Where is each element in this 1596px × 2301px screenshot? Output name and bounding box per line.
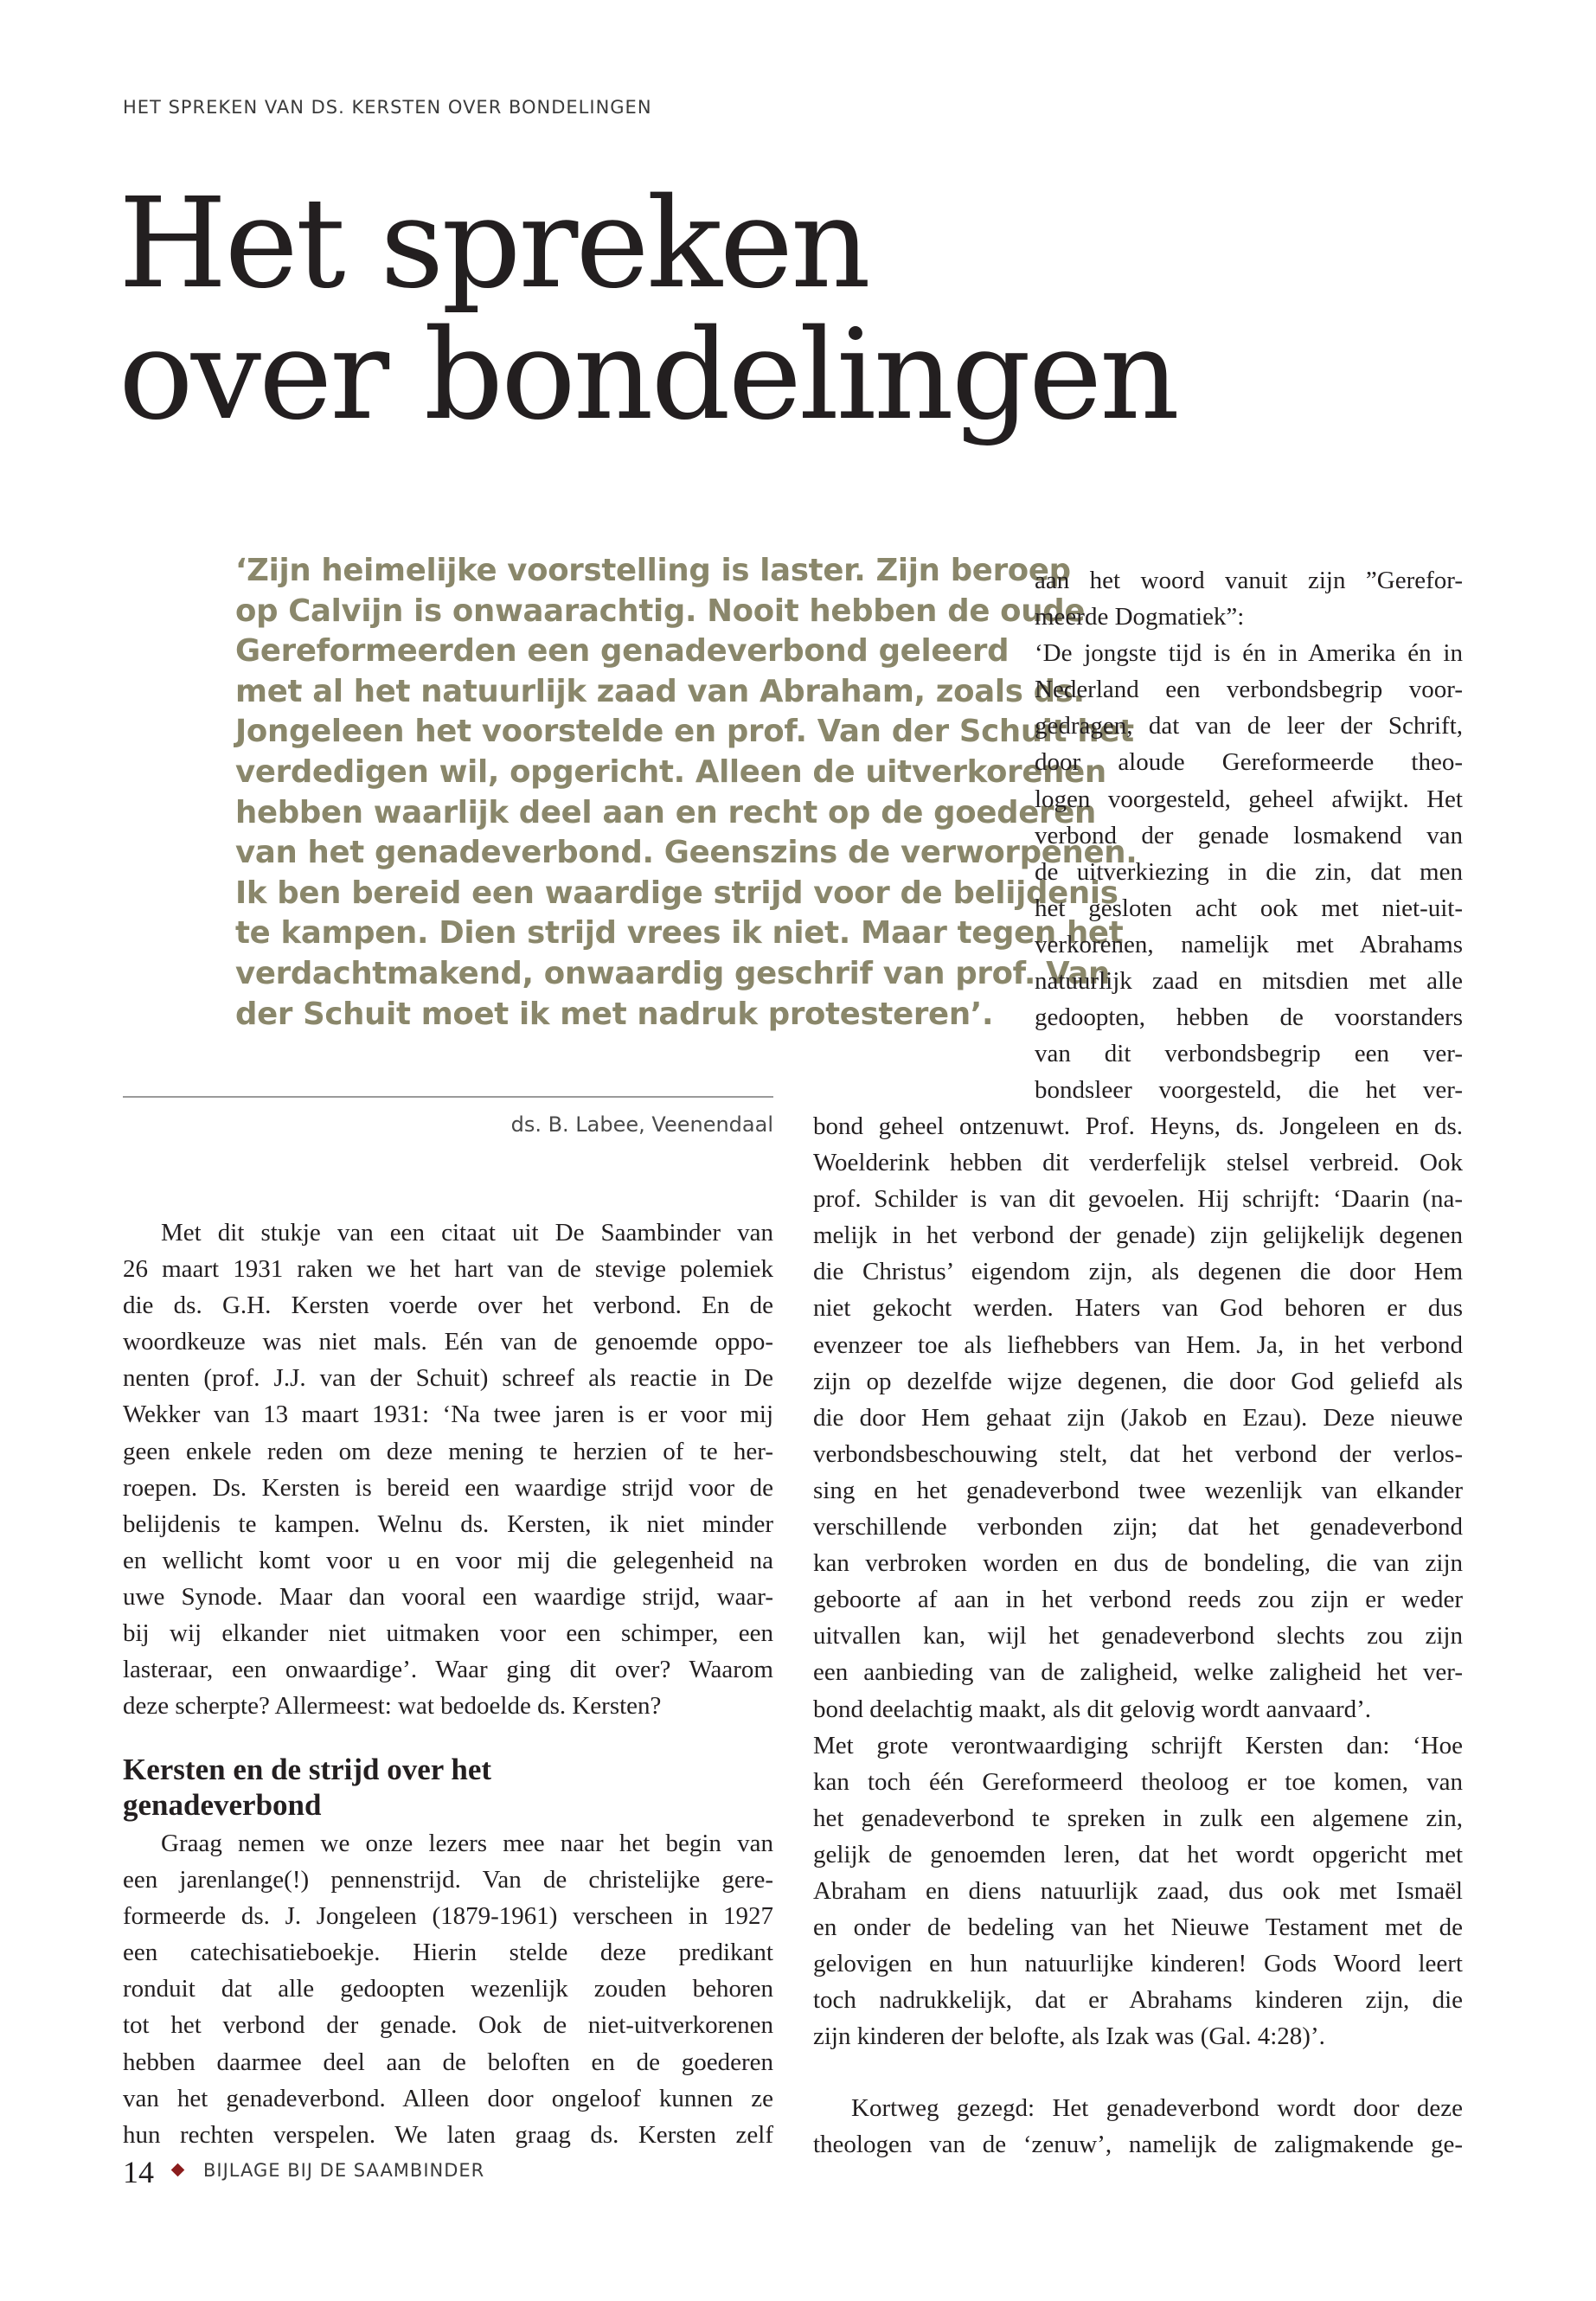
pull-quote-line: van het genadeverbond. Geenszins de verworpenen. <box>235 835 1138 871</box>
body-line: gelijk de genoemden leren, dat het wordt opgericht met <box>813 1840 1463 1868</box>
body-line: meerde Dogmatiek”: <box>1035 603 1245 631</box>
intro-paragraph <box>123 1215 773 1724</box>
body-line: geboorte af aan in het verbond reeds zou zijn er weder <box>813 1586 1463 1614</box>
body-line: formeerde ds. J. Jongeleen (1879-1961) verscheen in 1927 <box>123 1902 773 1931</box>
body-line: kan verbroken worden en dus de bondeling, die van zijn <box>813 1549 1463 1578</box>
body-line: Woelderink hebben dit verderfelijk stelsel verbreid. Ook <box>813 1149 1463 1177</box>
pull-quote <box>235 551 1138 1035</box>
body-line: belijdenis te kampen. Welnu ds. Kersten, ik niet minder <box>123 1509 773 1538</box>
pull-quote-line: hebben waarlijk deel aan en recht op de goederen <box>235 794 1096 830</box>
body-line: en onder de bedeling van het Nieuwe Testament met de <box>813 1913 1463 1942</box>
body-line: verschillende verbonden zijn; dat het genadeverbond <box>813 1513 1463 1541</box>
body-line: bondsleer voorgesteld, die het ver- <box>1035 1076 1463 1105</box>
diamond-separator-icon <box>171 2163 185 2177</box>
body-line: kan toch één Gereformeerd theoloog er toe komen, van <box>813 1767 1463 1796</box>
body-line: niet gekocht werden. Haters van God behoren er dus <box>813 1294 1463 1323</box>
running-header: HET SPREKEN VAN DS. KERSTEN OVER BONDELINGEN <box>123 97 652 118</box>
body-line: sing en het genadeverbond twee wezenlijk van elkander <box>813 1476 1463 1504</box>
pull-quote-line: verdedigen wil, opgericht. Alleen de uitverkorenen <box>235 753 1106 790</box>
body-line: een catechisatieboekje. Hierin stelde deze predikant <box>123 1939 773 1967</box>
body-line: woordkeuze was niet mals. Eén van de genoemde oppo- <box>123 1328 773 1356</box>
body-line: roepen. Ds. Kersten is bereid een waardige strijd voor de <box>123 1473 773 1502</box>
body-line: bij wij elkander niet uitmaken voor een schimper, een <box>123 1619 773 1648</box>
closing-paragraph <box>813 2090 1463 2163</box>
byline-divider <box>123 1096 773 1098</box>
body-line: gedoopten, hebben de voorstanders <box>1035 1003 1463 1032</box>
body-line: Met dit stukje van een citaat uit De Saambinder van <box>161 1219 773 1247</box>
quotation-wide <box>813 1108 1463 2054</box>
body-line: die ds. G.H. Kersten voerde over het verbond. En de <box>123 1292 773 1320</box>
body-line: zijn kinderen der belofte, als Izak was (Gal. 4:28)’. <box>813 2022 1325 2051</box>
body-line: Wekker van 13 maart 1931: ‘Na twee jaren is er voor mij <box>123 1400 773 1429</box>
pull-quote-line: op Calvijn is onwaarachtig. Nooit hebben de oude <box>235 593 1086 629</box>
pull-quote-line: met al het natuurlijk zaad van Abraham, zoals ds. <box>235 673 1085 709</box>
body-line: door aloude Gereformeerde theo- <box>1035 748 1463 777</box>
pull-quote-line: Ik ben bereid een waardige strijd voor de belijdenis <box>235 875 1118 911</box>
body-line: van dit verbondsbegrip een ver- <box>1035 1040 1463 1068</box>
body-line: geen enkele reden om deze mening te herzien of te her- <box>123 1437 773 1465</box>
body-line: lasteraar, een onwaardige’. Waar ging dit over? Waarom <box>123 1656 773 1684</box>
body-line: logen voorgesteld, geheel afwijkt. Het <box>1035 785 1463 813</box>
body-line: bond deelachtig maakt, als dit gelovig wordt aanvaard’. <box>813 1695 1372 1723</box>
body-line: een jarenlange(!) pennenstrijd. Van de christelijke gere- <box>123 1866 773 1894</box>
body-line: deze scherpte? Allermeest: wat bedoelde ds. Kersten? <box>123 1692 662 1721</box>
body-line: een aanbieding van de zaligheid, welke zaligheid het ver- <box>813 1658 1463 1687</box>
body-line: Nederland een verbondsbegrip voor- <box>1035 676 1463 704</box>
body-line: toch nadrukkelijk, dat er Abrahams kinderen zijn, die <box>813 1986 1463 2015</box>
body-line: aan het woord vanuit zijn ”Gerefor- <box>1035 567 1463 594</box>
body-line: en wellicht komt voor u en voor mij die gelegenheid na <box>123 1546 773 1574</box>
body-line: 26 maart 1931 raken we het hart van de stevige polemiek <box>123 1255 773 1284</box>
section-paragraph <box>123 1825 773 2153</box>
section-heading-line: genadeverbond <box>123 1788 322 1822</box>
body-line: verbondsbeschouwing stelt, dat het verbond der verlos- <box>813 1439 1463 1468</box>
body-line: die door Hem gehaat zijn (Jakob en Ezau). Deze nieuwe <box>813 1403 1463 1432</box>
body-line: bond geheel ontzenuwt. Prof. Heyns, ds. Jongeleen en ds. <box>813 1112 1463 1140</box>
body-line: Kortweg gezegd: Het genadeverbond wordt door deze <box>851 2094 1463 2122</box>
body-line: uwe Synode. Maar dan vooral een waardige strijd, waar- <box>123 1582 773 1611</box>
pull-quote-line: der Schuit moet ik met nadruk protesteren’. <box>235 996 994 1032</box>
quotation-narrow <box>1035 562 1463 1108</box>
body-line: Met grote verontwaardiging schrijft Kersten dan: ‘Hoe <box>813 1731 1463 1759</box>
publication-name: BIJLAGE BIJ DE SAAMBINDER <box>203 2160 485 2181</box>
body-line: tot het verbond der genade. Ook de niet-uitverkorenen <box>123 2011 773 2040</box>
body-line: ‘De jongste tijd is én in Amerika én in <box>1035 639 1463 668</box>
body-line: evenzeer toe als liefhebbers van Hem. Ja, in het verbond <box>813 1330 1463 1359</box>
body-line: theologen van de ‘zenuw’, namelijk de zaligmakende ge- <box>813 2131 1463 2159</box>
body-line: gelovigen en hun natuurlijke kinderen! Gods Woord leert <box>813 1950 1463 1978</box>
body-line: verkorenen, namelijk met Abrahams <box>1035 930 1463 958</box>
body-line: Graag nemen we onze lezers mee naar het begin van <box>161 1830 773 1857</box>
author-byline: ds. B. Labee, Veenendaal <box>510 1112 773 1137</box>
pull-quote-line: verdachtmakend, onwaardig geschrif van prof. Van <box>235 955 1110 991</box>
title-line: over bondelingen <box>119 302 1177 447</box>
body-line: melijk in het verbond der genade) zijn gelijkelijk degenen <box>813 1221 1463 1250</box>
body-line: hun rechten verspelen. We laten graag ds. Kersten zelf <box>123 2120 773 2149</box>
pull-quote-line: te kampen. Dien strijd vrees ik niet. Maar tegen het <box>235 915 1124 952</box>
body-line: zijn op dezelfde wijze degenen, die door God geliefd als <box>813 1367 1463 1395</box>
article-title <box>119 170 1177 447</box>
body-line: het gesloten acht ook met niet-uit- <box>1035 894 1463 922</box>
body-line: natuurlijk zaad en mitsdien met alle <box>1035 967 1463 996</box>
body-line: hebben daarmee deel aan de beloften en de goederen <box>123 2048 773 2076</box>
body-line: gedragen, dat van de leer der Schrift, <box>1035 712 1463 740</box>
body-line: die Christus’ eigendom zijn, als degenen die door Hem <box>813 1258 1463 1286</box>
pull-quote-line: ‘Zijn heimelijke voorstelling is laster. Zijn beroep <box>235 553 1071 588</box>
title-line: Het spreken <box>119 170 869 316</box>
section-heading-line: Kersten en de strijd over het <box>123 1753 492 1786</box>
body-line: verbond der genade losmakend van <box>1035 821 1463 849</box>
page-number: 14 <box>123 2155 154 2189</box>
pull-quote-line: Gereformeerden een genadeverbond geleerd <box>235 633 1010 670</box>
body-line: het genadeverbond te spreken in zulk een algemene zin, <box>813 1804 1463 1832</box>
body-line: de uitverkiezing in die zin, dat men <box>1035 857 1463 886</box>
body-line: ronduit dat alle gedoopten wezenlijk zouden behoren <box>123 1975 773 2003</box>
body-line: uitvallen kan, wijl het genadeverbond slechts zou zijn <box>813 1622 1463 1650</box>
section-heading <box>123 1752 491 1823</box>
body-line: prof. Schilder is van dit gevoelen. Hij schrijft: ‘Daarin (na- <box>813 1185 1463 1214</box>
pull-quote-line: Jongeleen het voorstelde en prof. Van der Schuit het <box>235 714 1134 750</box>
body-line: Abraham en diens natuurlijk zaad, dus ook met Ismaël <box>813 1876 1463 1905</box>
body-line: nenten (prof. J.J. van der Schuit) schreef als reactie in De <box>123 1364 773 1393</box>
body-line: van het genadeverbond. Alleen door ongeloof kunnen ze <box>123 2084 773 2112</box>
